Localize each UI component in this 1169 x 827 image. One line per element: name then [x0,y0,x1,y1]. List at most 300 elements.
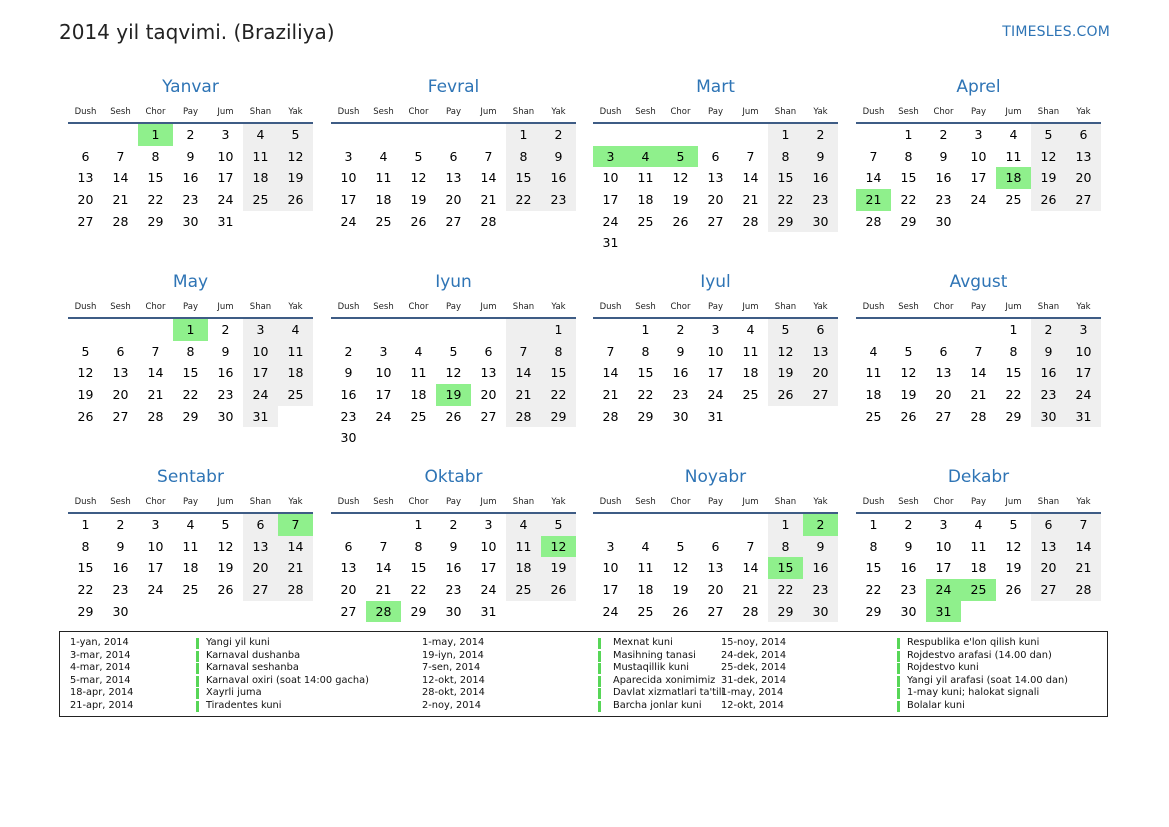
day-cell[interactable]: 9 [803,146,838,168]
day-cell[interactable]: 26 [1005,582,1022,598]
day-cell[interactable]: 21 [375,582,392,598]
day-cell[interactable]: 1 [641,322,650,337]
day-cell[interactable]: 23 [217,387,234,403]
day-cell[interactable]: 3 [243,319,278,341]
day-cell[interactable]: 26 [410,213,427,229]
day-cell[interactable]: 6 [484,343,493,359]
day-cell[interactable]: 11 [375,170,392,186]
day-cell[interactable]: 17 [340,192,357,208]
day-cell[interactable]: 5 [221,517,230,532]
day-cell[interactable]: 16 [900,560,917,576]
day-cell[interactable]: 3 [1066,319,1101,341]
day-cell[interactable]: 26 [217,582,234,598]
day-cell[interactable]: 25 [742,387,759,403]
day-cell[interactable]: 15 [506,167,541,189]
day-cell[interactable]: 25 [182,582,199,598]
day-cell[interactable]: 23 [182,192,199,208]
day-cell[interactable]: 16 [935,170,952,186]
day-cell[interactable]: 27 [707,213,724,229]
day-cell[interactable]: 29 [768,211,803,233]
holiday-day-cell[interactable]: 2 [803,514,838,536]
day-cell[interactable]: 18 [278,362,313,384]
day-cell[interactable]: 17 [480,560,497,576]
day-cell[interactable]: 5 [1031,124,1066,146]
day-cell[interactable]: 22 [147,192,164,208]
day-cell[interactable]: 18 [742,365,759,381]
day-cell[interactable]: 5 [449,343,458,359]
day-cell[interactable]: 25 [243,189,278,211]
day-cell[interactable]: 11 [1005,148,1022,164]
day-cell[interactable]: 19 [1031,167,1066,189]
day-cell[interactable]: 6 [344,538,353,554]
day-cell[interactable]: 25 [1005,192,1022,208]
day-cell[interactable]: 16 [803,557,838,579]
day-cell[interactable]: 7 [116,148,125,164]
day-cell[interactable]: 20 [707,582,724,598]
day-cell[interactable]: 1 [869,517,878,532]
day-cell[interactable]: 4 [641,538,650,554]
day-cell[interactable]: 17 [147,560,164,576]
day-cell[interactable]: 2 [939,127,948,142]
day-cell[interactable]: 29 [77,603,94,619]
day-cell[interactable]: 10 [147,538,164,554]
holiday-day-cell[interactable]: 1 [173,319,208,341]
day-cell[interactable]: 9 [116,538,125,554]
day-cell[interactable]: 28 [970,408,987,424]
day-cell[interactable]: 13 [1066,146,1101,168]
day-cell[interactable]: 2 [541,124,576,146]
holiday-day-cell[interactable]: 19 [436,384,471,406]
day-cell[interactable]: 28 [480,213,497,229]
holiday-day-cell[interactable]: 18 [996,167,1031,189]
day-cell[interactable]: 1 [1009,322,1018,337]
day-cell[interactable]: 2 [803,124,838,146]
day-cell[interactable]: 3 [711,322,720,337]
day-cell[interactable]: 12 [672,560,689,576]
day-cell[interactable]: 18 [182,560,199,576]
day-cell[interactable]: 6 [711,538,720,554]
day-cell[interactable]: 3 [344,148,353,164]
day-cell[interactable]: 2 [186,127,195,142]
day-cell[interactable]: 13 [243,536,278,558]
day-cell[interactable]: 18 [637,192,654,208]
day-cell[interactable]: 8 [768,536,803,558]
day-cell[interactable]: 24 [707,387,724,403]
day-cell[interactable]: 29 [637,408,654,424]
day-cell[interactable]: 31 [1066,406,1101,428]
day-cell[interactable]: 20 [112,387,129,403]
day-cell[interactable]: 9 [939,148,948,164]
day-cell[interactable]: 25 [278,384,313,406]
day-cell[interactable]: 12 [278,146,313,168]
day-cell[interactable]: 11 [970,538,987,554]
day-cell[interactable]: 16 [672,365,689,381]
day-cell[interactable]: 5 [676,538,685,554]
day-cell[interactable]: 23 [803,579,838,601]
day-cell[interactable]: 22 [182,387,199,403]
day-cell[interactable]: 10 [935,538,952,554]
day-cell[interactable]: 5 [278,124,313,146]
day-cell[interactable]: 24 [970,192,987,208]
day-cell[interactable]: 4 [869,343,878,359]
holiday-day-cell[interactable]: 12 [541,536,576,558]
day-cell[interactable]: 20 [707,192,724,208]
day-cell[interactable]: 30 [340,430,357,446]
day-cell[interactable]: 30 [803,601,838,623]
day-cell[interactable]: 9 [449,538,458,554]
day-cell[interactable]: 25 [637,603,654,619]
day-cell[interactable]: 11 [410,365,427,381]
day-cell[interactable]: 10 [707,343,724,359]
day-cell[interactable]: 21 [602,387,619,403]
day-cell[interactable]: 26 [445,408,462,424]
day-cell[interactable]: 12 [77,365,94,381]
day-cell[interactable]: 20 [1066,167,1101,189]
day-cell[interactable]: 22 [768,189,803,211]
day-cell[interactable]: 17 [970,170,987,186]
day-cell[interactable]: 8 [768,146,803,168]
day-cell[interactable]: 25 [637,213,654,229]
day-cell[interactable]: 13 [707,560,724,576]
day-cell[interactable]: 7 [379,538,388,554]
day-cell[interactable]: 24 [340,213,357,229]
day-cell[interactable]: 6 [711,148,720,164]
day-cell[interactable]: 31 [707,408,724,424]
day-cell[interactable]: 9 [904,538,913,554]
day-cell[interactable]: 18 [637,582,654,598]
day-cell[interactable]: 9 [541,146,576,168]
day-cell[interactable]: 19 [672,192,689,208]
day-cell[interactable]: 1 [768,124,803,146]
day-cell[interactable]: 5 [768,319,803,341]
day-cell[interactable]: 9 [1031,341,1066,363]
day-cell[interactable]: 30 [217,408,234,424]
holiday-day-cell[interactable]: 21 [856,189,891,211]
day-cell[interactable]: 12 [768,341,803,363]
day-cell[interactable]: 23 [541,189,576,211]
day-cell[interactable]: 7 [606,343,615,359]
day-cell[interactable]: 5 [1009,517,1018,532]
day-cell[interactable]: 6 [1066,124,1101,146]
day-cell[interactable]: 24 [375,408,392,424]
day-cell[interactable]: 24 [480,582,497,598]
day-cell[interactable]: 18 [865,387,882,403]
day-cell[interactable]: 10 [602,560,619,576]
day-cell[interactable]: 4 [506,514,541,536]
day-cell[interactable]: 18 [970,560,987,576]
day-cell[interactable]: 23 [803,189,838,211]
holiday-day-cell[interactable]: 24 [926,579,961,601]
day-cell[interactable]: 5 [414,148,423,164]
day-cell[interactable]: 23 [900,582,917,598]
day-cell[interactable]: 18 [243,167,278,189]
day-cell[interactable]: 21 [480,192,497,208]
day-cell[interactable]: 15 [182,365,199,381]
day-cell[interactable]: 17 [602,192,619,208]
day-cell[interactable]: 27 [1066,189,1101,211]
day-cell[interactable]: 29 [900,213,917,229]
day-cell[interactable]: 26 [278,189,313,211]
day-cell[interactable]: 7 [151,343,160,359]
day-cell[interactable]: 21 [278,557,313,579]
day-cell[interactable]: 8 [414,538,423,554]
day-cell[interactable]: 23 [935,192,952,208]
day-cell[interactable]: 26 [672,603,689,619]
day-cell[interactable]: 22 [900,192,917,208]
day-cell[interactable]: 2 [676,322,685,337]
day-cell[interactable]: 14 [742,560,759,576]
day-cell[interactable]: 2 [221,322,230,337]
holiday-day-cell[interactable]: 1 [138,124,173,146]
day-cell[interactable]: 22 [1005,387,1022,403]
day-cell[interactable]: 19 [1005,560,1022,576]
day-cell[interactable]: 25 [506,579,541,601]
holiday-day-cell[interactable]: 3 [593,146,628,168]
day-cell[interactable]: 7 [484,148,493,164]
holiday-day-cell[interactable]: 28 [366,601,401,623]
day-cell[interactable]: 2 [116,517,125,532]
day-cell[interactable]: 14 [506,362,541,384]
day-cell[interactable]: 26 [1031,189,1066,211]
day-cell[interactable]: 13 [340,560,357,576]
day-cell[interactable]: 15 [77,560,94,576]
day-cell[interactable]: 19 [77,387,94,403]
day-cell[interactable]: 10 [340,170,357,186]
day-cell[interactable]: 14 [1066,536,1101,558]
day-cell[interactable]: 11 [182,538,199,554]
day-cell[interactable]: 7 [506,341,541,363]
day-cell[interactable]: 22 [637,387,654,403]
day-cell[interactable]: 14 [480,170,497,186]
day-cell[interactable]: 17 [375,387,392,403]
day-cell[interactable]: 16 [340,387,357,403]
day-cell[interactable]: 11 [742,343,759,359]
holiday-day-cell[interactable]: 15 [768,557,803,579]
day-cell[interactable]: 26 [541,579,576,601]
day-cell[interactable]: 21 [970,387,987,403]
day-cell[interactable]: 23 [112,582,129,598]
day-cell[interactable]: 9 [344,365,353,381]
day-cell[interactable]: 27 [480,408,497,424]
day-cell[interactable]: 1 [904,127,913,142]
day-cell[interactable]: 18 [410,387,427,403]
day-cell[interactable]: 13 [480,365,497,381]
day-cell[interactable]: 30 [935,213,952,229]
day-cell[interactable]: 3 [379,343,388,359]
day-cell[interactable]: 29 [541,406,576,428]
day-cell[interactable]: 4 [974,517,983,532]
day-cell[interactable]: 1 [414,517,423,532]
day-cell[interactable]: 21 [1066,557,1101,579]
day-cell[interactable]: 29 [147,213,164,229]
day-cell[interactable]: 31 [602,235,619,251]
day-cell[interactable]: 1 [768,514,803,536]
day-cell[interactable]: 31 [217,213,234,229]
day-cell[interactable]: 14 [970,365,987,381]
day-cell[interactable]: 1 [506,124,541,146]
day-cell[interactable]: 17 [935,560,952,576]
day-cell[interactable]: 4 [414,343,423,359]
day-cell[interactable]: 22 [506,189,541,211]
day-cell[interactable]: 19 [278,167,313,189]
day-cell[interactable]: 15 [900,170,917,186]
day-cell[interactable]: 25 [375,213,392,229]
day-cell[interactable]: 16 [182,170,199,186]
day-cell[interactable]: 7 [869,148,878,164]
day-cell[interactable]: 8 [151,148,160,164]
day-cell[interactable]: 20 [445,192,462,208]
day-cell[interactable]: 7 [974,343,983,359]
day-cell[interactable]: 12 [410,170,427,186]
day-cell[interactable]: 6 [243,514,278,536]
day-cell[interactable]: 9 [221,343,230,359]
day-cell[interactable]: 12 [1005,538,1022,554]
day-cell[interactable]: 22 [541,384,576,406]
day-cell[interactable]: 3 [974,127,983,142]
day-cell[interactable]: 23 [445,582,462,598]
day-cell[interactable]: 4 [243,124,278,146]
day-cell[interactable]: 19 [541,557,576,579]
day-cell[interactable]: 10 [1066,341,1101,363]
day-cell[interactable]: 14 [278,536,313,558]
day-cell[interactable]: 12 [445,365,462,381]
day-cell[interactable]: 24 [243,384,278,406]
day-cell[interactable]: 31 [480,603,497,619]
day-cell[interactable]: 19 [410,192,427,208]
day-cell[interactable]: 16 [803,167,838,189]
day-cell[interactable]: 4 [746,322,755,337]
day-cell[interactable]: 13 [77,170,94,186]
day-cell[interactable]: 14 [742,170,759,186]
day-cell[interactable]: 29 [1005,408,1022,424]
day-cell[interactable]: 28 [278,579,313,601]
day-cell[interactable]: 15 [768,167,803,189]
day-cell[interactable]: 20 [935,387,952,403]
day-cell[interactable]: 6 [81,148,90,164]
day-cell[interactable]: 14 [112,170,129,186]
day-cell[interactable]: 28 [865,213,882,229]
day-cell[interactable]: 15 [637,365,654,381]
day-cell[interactable]: 20 [1031,557,1066,579]
day-cell[interactable]: 27 [935,408,952,424]
day-cell[interactable]: 2 [449,517,458,532]
day-cell[interactable]: 27 [340,603,357,619]
day-cell[interactable]: 23 [1031,384,1066,406]
day-cell[interactable]: 27 [1031,579,1066,601]
day-cell[interactable]: 2 [904,517,913,532]
day-cell[interactable]: 25 [410,408,427,424]
day-cell[interactable]: 30 [112,603,129,619]
day-cell[interactable]: 11 [865,365,882,381]
brand-link[interactable]: TIMESLES.COM [1002,24,1110,40]
day-cell[interactable]: 3 [484,517,493,532]
day-cell[interactable]: 25 [865,408,882,424]
day-cell[interactable]: 12 [1031,146,1066,168]
day-cell[interactable]: 11 [278,341,313,363]
day-cell[interactable]: 21 [742,192,759,208]
day-cell[interactable]: 24 [217,192,234,208]
day-cell[interactable]: 11 [506,536,541,558]
day-cell[interactable]: 12 [217,538,234,554]
day-cell[interactable]: 3 [221,127,230,142]
day-cell[interactable]: 8 [641,343,650,359]
holiday-day-cell[interactable]: 4 [628,146,663,168]
day-cell[interactable]: 24 [602,603,619,619]
day-cell[interactable]: 29 [410,603,427,619]
day-cell[interactable]: 24 [1066,384,1101,406]
day-cell[interactable]: 10 [243,341,278,363]
day-cell[interactable]: 15 [1005,365,1022,381]
day-cell[interactable]: 8 [541,341,576,363]
day-cell[interactable]: 26 [672,213,689,229]
day-cell[interactable]: 27 [77,213,94,229]
day-cell[interactable]: 29 [182,408,199,424]
day-cell[interactable]: 6 [116,343,125,359]
day-cell[interactable]: 6 [939,343,948,359]
day-cell[interactable]: 7 [1066,514,1101,536]
day-cell[interactable]: 15 [541,362,576,384]
day-cell[interactable]: 3 [151,517,160,532]
day-cell[interactable]: 17 [602,582,619,598]
day-cell[interactable]: 8 [81,538,90,554]
day-cell[interactable]: 27 [112,408,129,424]
day-cell[interactable]: 28 [602,408,619,424]
day-cell[interactable]: 2 [1031,319,1066,341]
day-cell[interactable]: 20 [480,387,497,403]
day-cell[interactable]: 11 [243,146,278,168]
day-cell[interactable]: 4 [379,148,388,164]
day-cell[interactable]: 22 [410,582,427,598]
day-cell[interactable]: 13 [1031,536,1066,558]
day-cell[interactable]: 28 [506,406,541,428]
day-cell[interactable]: 19 [768,362,803,384]
day-cell[interactable]: 19 [900,387,917,403]
day-cell[interactable]: 11 [637,170,654,186]
day-cell[interactable]: 30 [900,603,917,619]
day-cell[interactable]: 13 [935,365,952,381]
day-cell[interactable]: 30 [182,213,199,229]
day-cell[interactable]: 30 [672,408,689,424]
day-cell[interactable]: 22 [865,582,882,598]
day-cell[interactable]: 27 [445,213,462,229]
day-cell[interactable]: 18 [506,557,541,579]
day-cell[interactable]: 8 [1009,343,1018,359]
day-cell[interactable]: 15 [865,560,882,576]
day-cell[interactable]: 14 [147,365,164,381]
day-cell[interactable]: 9 [186,148,195,164]
day-cell[interactable]: 31 [243,406,278,428]
day-cell[interactable]: 13 [112,365,129,381]
day-cell[interactable]: 13 [803,341,838,363]
day-cell[interactable]: 8 [904,148,913,164]
day-cell[interactable]: 8 [506,146,541,168]
day-cell[interactable]: 29 [865,603,882,619]
day-cell[interactable]: 17 [217,170,234,186]
day-cell[interactable]: 6 [449,148,458,164]
day-cell[interactable]: 28 [742,213,759,229]
day-cell[interactable]: 24 [147,582,164,598]
day-cell[interactable]: 30 [803,211,838,233]
day-cell[interactable]: 13 [445,170,462,186]
day-cell[interactable]: 23 [672,387,689,403]
day-cell[interactable]: 17 [1066,362,1101,384]
day-cell[interactable]: 9 [803,536,838,558]
day-cell[interactable]: 29 [768,601,803,623]
day-cell[interactable]: 6 [1031,514,1066,536]
day-cell[interactable]: 7 [746,148,755,164]
day-cell[interactable]: 15 [147,170,164,186]
day-cell[interactable]: 26 [900,408,917,424]
